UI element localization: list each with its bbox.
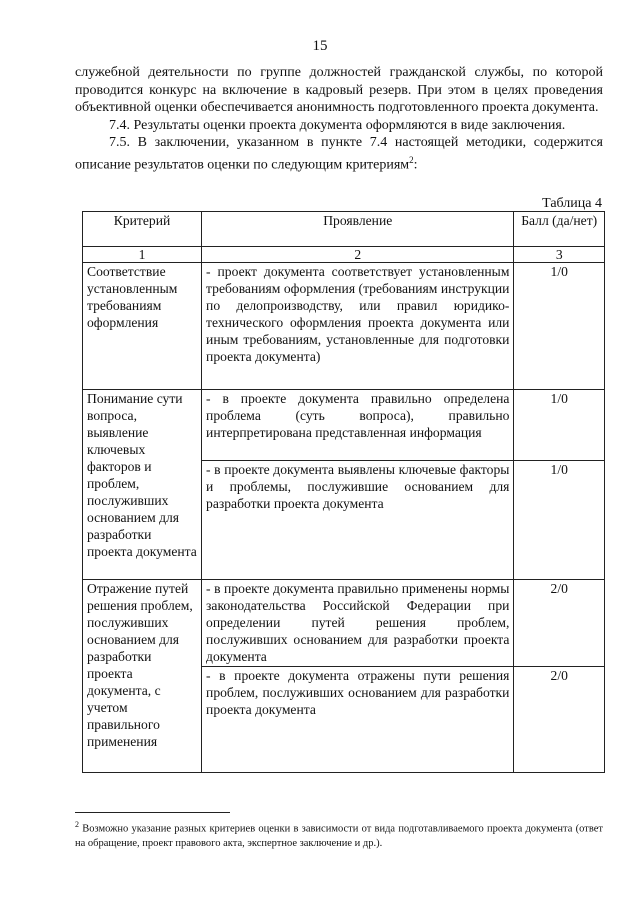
body-text bbox=[75, 64, 603, 174]
table-number-row bbox=[83, 247, 605, 263]
page-number: 15 bbox=[312, 38, 328, 54]
score-cell: 1/0 bbox=[514, 263, 605, 390]
criteria-table bbox=[82, 211, 605, 773]
score-cell: 2/0 bbox=[514, 580, 605, 667]
footnote-text: Возможно указание разных критериев оценки в зависимости от вида подготавливаемого проекта документа (ответ на обращение, проект правового акта, экспертное заключение и др.). bbox=[75, 823, 603, 849]
column-number-1: 1 bbox=[83, 247, 202, 263]
manifestation-cell: - в проекте документа правильно применены нормы законодательства Российской Федерации при определении путей решения проблем, послуживших основанием для разработки проекта документа bbox=[202, 580, 514, 667]
header-criterion: Критерий bbox=[83, 212, 202, 247]
table-row bbox=[83, 390, 605, 461]
footnote-reference[interactable]: 2 bbox=[409, 154, 414, 165]
column-number-2: 2 bbox=[202, 247, 514, 263]
manifestation-cell: - проект документа соответствует установленным требованиям оформления (требованиям инструкции по делопроизводству, или правил юридико-технического оформления проекта документа или иным требованиям, установленные для подготовки проекта документа) bbox=[202, 263, 514, 390]
criterion-cell: Понимание сути вопроса, выявление ключевых факторов и проблем, послуживших основанием для разработки проекта документа bbox=[83, 390, 202, 580]
table-header-row bbox=[83, 212, 605, 247]
manifestation-cell: - в проекте документа выявлены ключевые факторы и проблемы, послужившие основанием для разработки проекта документа bbox=[202, 461, 514, 580]
footnote-divider bbox=[75, 812, 230, 813]
paragraph-7-4: 7.4. Результаты оценки проекта документа оформляются в виде заключения. bbox=[109, 117, 566, 133]
paragraph-continuation: служебной деятельности по группе должностей гражданской службы, по которой проводится конкурс на включение в кадровый резерв. При этом в целях проведения объективной оценки обеспечивается анонимность подготовленного проекта документа. bbox=[75, 65, 603, 115]
table-row bbox=[83, 580, 605, 667]
paragraph-7-5 bbox=[75, 134, 603, 174]
paragraph-7-5-text: 7.5. В заключении, указанном в пункте 7.4 настоящей методики, содержится описание результатов оценки по следующим критериям bbox=[75, 135, 603, 173]
header-score: Балл (да/нет) bbox=[514, 212, 605, 247]
paragraph-7-5-end: : bbox=[413, 157, 418, 173]
header-manifestation: Проявление bbox=[202, 212, 514, 247]
score-cell: 1/0 bbox=[514, 461, 605, 580]
table-caption: Таблица 4 bbox=[542, 196, 602, 211]
footnote-marker: 2 bbox=[75, 820, 79, 829]
score-cell: 1/0 bbox=[514, 390, 605, 461]
footnote bbox=[75, 818, 603, 851]
criterion-cell: Отражение путей решения проблем, послуживших основанием для разработки проекта документа, с учетом правильного применения bbox=[83, 580, 202, 773]
score-cell: 2/0 bbox=[514, 667, 605, 773]
manifestation-cell: - в проекте документа правильно определена проблема (суть вопроса), правильно интерпретирована представленная информация bbox=[202, 390, 514, 461]
column-number-3: 3 bbox=[514, 247, 605, 263]
table-row bbox=[83, 263, 605, 390]
manifestation-cell: - в проекте документа отражены пути решения проблем, послуживших основанием для разработки проекта документа bbox=[202, 667, 514, 773]
criterion-cell: Соответствие установленным требованиям оформления bbox=[83, 263, 202, 390]
